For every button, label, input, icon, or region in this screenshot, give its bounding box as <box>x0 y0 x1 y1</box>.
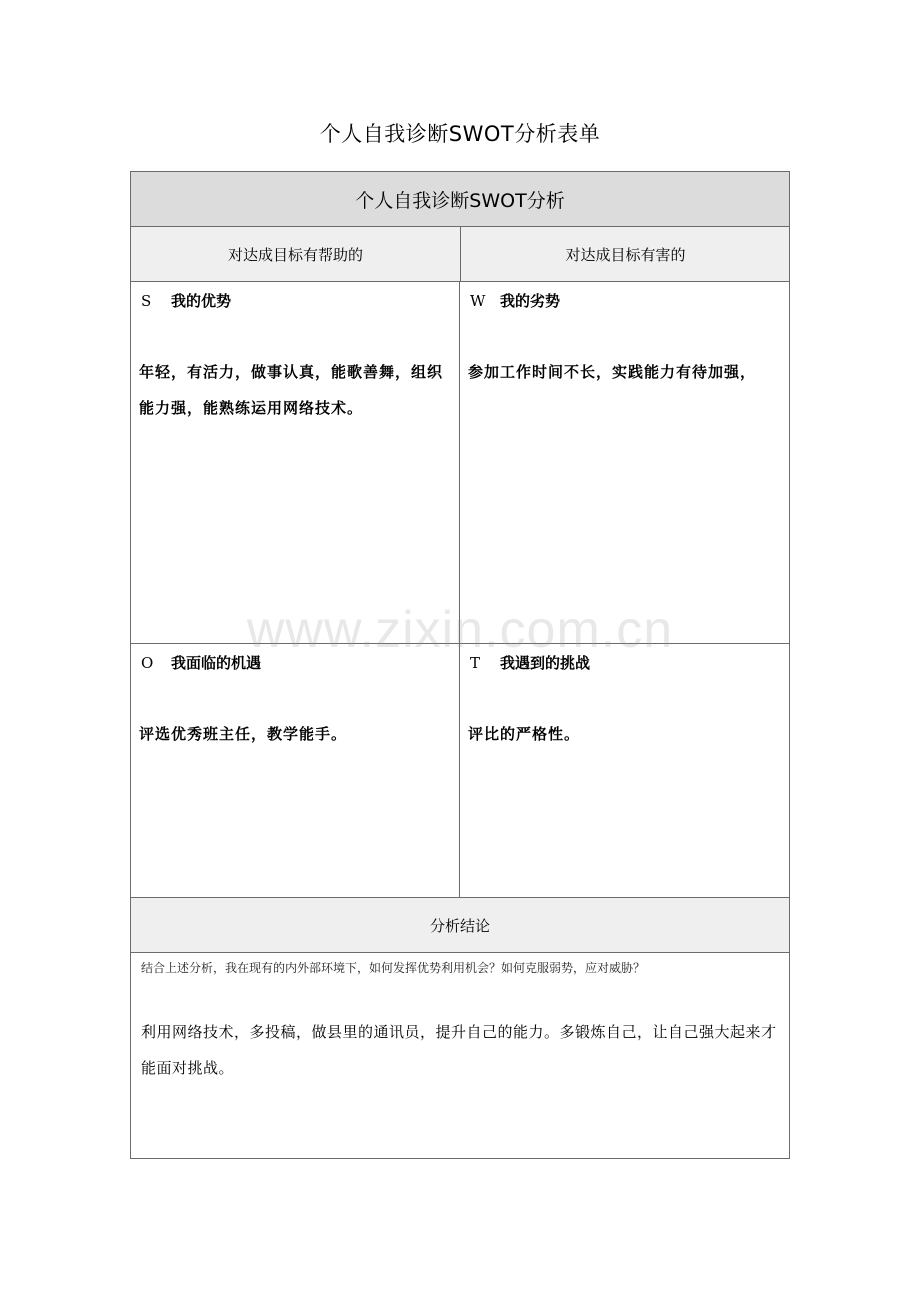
opportunities-text: 评选优秀班主任，教学能手。 <box>139 725 348 743</box>
strengths-weaknesses-row <box>131 282 789 644</box>
weaknesses-title: 我的劣势 <box>500 292 561 310</box>
threats-text: 评比的严格性。 <box>468 725 581 743</box>
threats-title: 我遇到的挑战 <box>500 654 591 672</box>
strengths-letter: S <box>141 292 152 310</box>
document-title: 个人自我诊断SWOT分析表单 <box>319 122 601 146</box>
weaknesses-letter: W <box>470 292 486 310</box>
strengths-text: 年轻，有活力，做事认真，能歌善舞，组织能力强，能熟练运用网络技术。 <box>139 363 444 417</box>
conclusion-question: 结合上述分析，我在现有的内外部环境下，如何发挥优势利用机会？如何克服弱势，应对威胁？ <box>141 961 646 975</box>
weaknesses-text: 参加工作时间不长，实践能力有待加强， <box>468 363 757 381</box>
strengths-heading <box>141 290 231 311</box>
watermark: www.zixin.com.cn <box>246 601 674 659</box>
table-title: 个人自我诊断SWOT分析 <box>131 172 789 227</box>
threats-heading <box>470 652 590 673</box>
threats-letter: T <box>470 654 481 672</box>
opportunities-threats-row <box>131 644 789 898</box>
opportunities-title: 我面临的机遇 <box>171 654 262 672</box>
header-row <box>131 227 789 282</box>
swot-table <box>130 171 790 1159</box>
opportunities-cell <box>131 644 460 897</box>
helpful-header: 对达成目标有帮助的 <box>131 227 461 281</box>
weaknesses-heading <box>470 290 560 311</box>
threats-cell <box>460 644 789 897</box>
strengths-cell <box>131 282 460 643</box>
opportunities-letter: O <box>141 654 154 672</box>
conclusion-header: 分析结论 <box>131 898 789 953</box>
opportunities-heading <box>141 652 261 673</box>
strengths-title: 我的优势 <box>171 292 232 310</box>
conclusion-text: 利用网络技术，多投稿，做县里的通讯员，提升自己的能力。多锻炼自己，让自己强大起来才能面对挑战。 <box>141 1023 777 1077</box>
weaknesses-cell <box>460 282 789 643</box>
conclusion-cell <box>131 953 789 1158</box>
harmful-header: 对达成目标有害的 <box>565 245 686 264</box>
